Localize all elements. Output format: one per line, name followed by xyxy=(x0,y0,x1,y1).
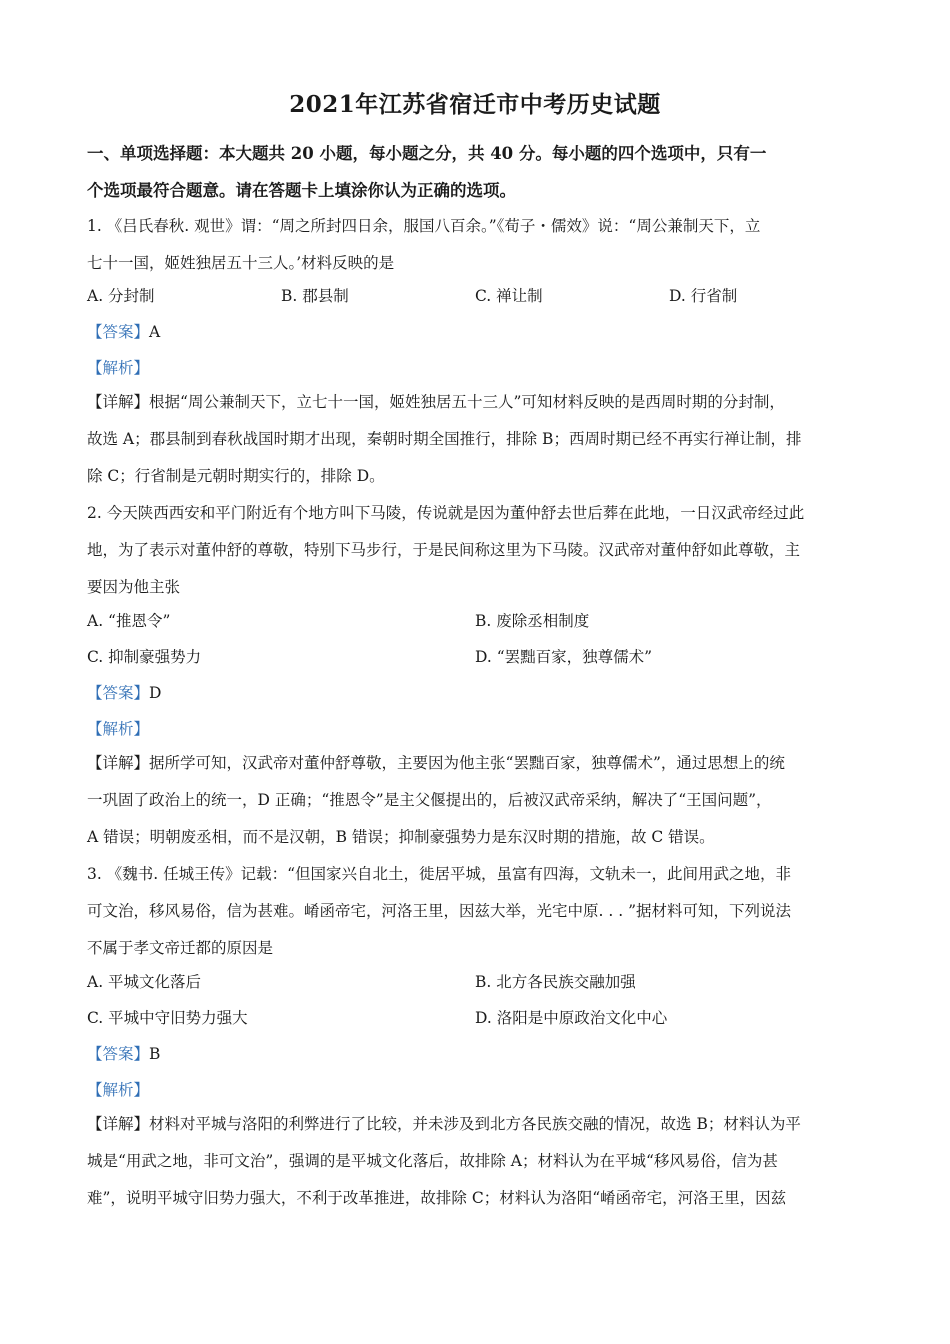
q3-stem-line-3: 不属于孝文帝迁都的原因是 xyxy=(87,939,274,957)
q2-detail-line-3: A 错误；明朝废丞相，而不是汉朝，B 错误；抑制豪强势力是东汉时期的措施，故 C 错误。 xyxy=(87,828,715,846)
q2-option-c: C. 抑制豪强势力 xyxy=(87,648,202,666)
q1-stem-line-1: 1. 《吕氏春秋. 观世》谓：“周之所封四日余，服国八百余。”《荀子・儒效》说：“周公兼制天下，立 xyxy=(87,217,761,235)
q3-option-c: C. 平城中守旧势力强大 xyxy=(87,1009,248,1027)
q2-option-d: D. “罢黜百家，独尊儒术” xyxy=(475,648,653,666)
q1-analysis-label: 【解析】 xyxy=(87,359,150,377)
q3-option-d: D. 洛阳是中原政治文化中心 xyxy=(475,1009,668,1027)
q3-stem-line-1: 3. 《魏书. 任城王传》记载：“但国家兴自北土，徙居平城，虽富有四海，文轨未一，此间用武之地，非 xyxy=(87,865,791,883)
q1-stem-line-2: 七十一国，姬姓独居五十三人。’材料反映的是 xyxy=(87,254,395,272)
q2-analysis-label: 【解析】 xyxy=(87,720,150,738)
q2-option-b: B. 废除丞相制度 xyxy=(475,612,590,630)
section-heading-line-2: 个选项最符合题意。请在答题卡上填涂你认为正确的选项。 xyxy=(87,181,516,200)
q2-stem-line-3: 要因为他主张 xyxy=(87,578,181,596)
q3-detail-text-1: 材料对平城与洛阳的利弊进行了比较，并未涉及到北方各民族交融的情况，故选 B；材料认为平 xyxy=(149,1115,801,1133)
q1-answer-value: A xyxy=(149,323,161,341)
q1-option-c: C. 禅让制 xyxy=(475,287,543,305)
q2-option-a: A. “推恩令” xyxy=(87,612,171,630)
q3-answer-value: B xyxy=(149,1045,161,1063)
q2-detail-label: 【详解】 xyxy=(87,754,150,772)
q1-detail-line-1 xyxy=(87,392,785,412)
q1-option-d: D. 行省制 xyxy=(669,287,738,305)
q3-answer xyxy=(87,1044,160,1064)
q3-detail-label: 【详解】 xyxy=(87,1115,150,1133)
q2-detail-line-2: 一巩固了政治上的统一，D 正确；“推恩令”是主父偃提出的，后被汉武帝采纳，解决了“王国问题”， xyxy=(87,791,772,809)
q3-analysis-label: 【解析】 xyxy=(87,1081,150,1099)
q1-option-b: B. 郡县制 xyxy=(281,287,349,305)
q2-stem-line-1: 2. 今天陕西西安和平门附近有个地方叫下马陵，传说就是因为董仲舒去世后葬在此地，一日汉武帝经过此 xyxy=(87,504,805,522)
q2-detail-text-1: 据所学可知，汉武帝对董仲舒尊敬，主要因为他主张“罢黜百家，独尊儒术”，通过思想上的统 xyxy=(149,754,785,772)
q2-stem-line-2: 地，为了表示对董仲舒的尊敬，特别下马步行，于是民间称这里为下马陵。汉武帝对董仲舒如此尊敬，主 xyxy=(87,541,801,559)
q1-answer-label: 【答案】 xyxy=(87,323,150,341)
q3-detail-line-1 xyxy=(87,1114,801,1134)
q2-answer-value: D xyxy=(149,684,162,702)
q3-option-b: B. 北方各民族交融加强 xyxy=(475,973,636,991)
q2-answer xyxy=(87,683,161,703)
section-heading-line-1: 一、单项选择题：本大题共 20 小题，每小题之分，共 40 分。每小题的四个选项中，只有一 xyxy=(87,144,767,163)
q3-stem-line-2: 可文治，移风易俗，信为甚难。崤函帝宅，河洛王里，因兹大举，光宅中原. . . ”据材料可知，下列说法 xyxy=(87,902,791,920)
q1-detail-label: 【详解】 xyxy=(87,393,150,411)
q1-option-a: A. 分封制 xyxy=(87,287,155,305)
q2-answer-label: 【答案】 xyxy=(87,684,150,702)
page-title: 2021年江苏省宿迁市中考历史试题 xyxy=(289,91,661,118)
q3-answer-label: 【答案】 xyxy=(87,1045,150,1063)
q3-detail-line-2: 城是“用武之地，非可文治”，强调的是平城文化落后，故排除 A；材料认为在平城“移风易俗，信为甚 xyxy=(87,1152,778,1170)
q2-detail-line-1 xyxy=(87,753,785,773)
q1-detail-line-2: 故选 A；郡县制到春秋战国时期才出现，秦朝时期全国推行，排除 B；西周时期已经不再实行禅让制，排 xyxy=(87,430,802,448)
q3-detail-line-3: 难”，说明平城守旧势力强大，不利于改革推进，故排除 C；材料认为洛阳“崤函帝宅，河洛王里，因兹 xyxy=(87,1189,787,1207)
q1-answer xyxy=(87,322,160,342)
q1-detail-text-1: 根据“周公兼制天下，立七十一国，姬姓独居五十三人”可知材料反映的是西周时期的分封制， xyxy=(149,393,785,411)
q1-detail-line-3: 除 C；行省制是元朝时期实行的，排除 D。 xyxy=(87,467,385,485)
q3-option-a: A. 平城文化落后 xyxy=(87,973,202,991)
